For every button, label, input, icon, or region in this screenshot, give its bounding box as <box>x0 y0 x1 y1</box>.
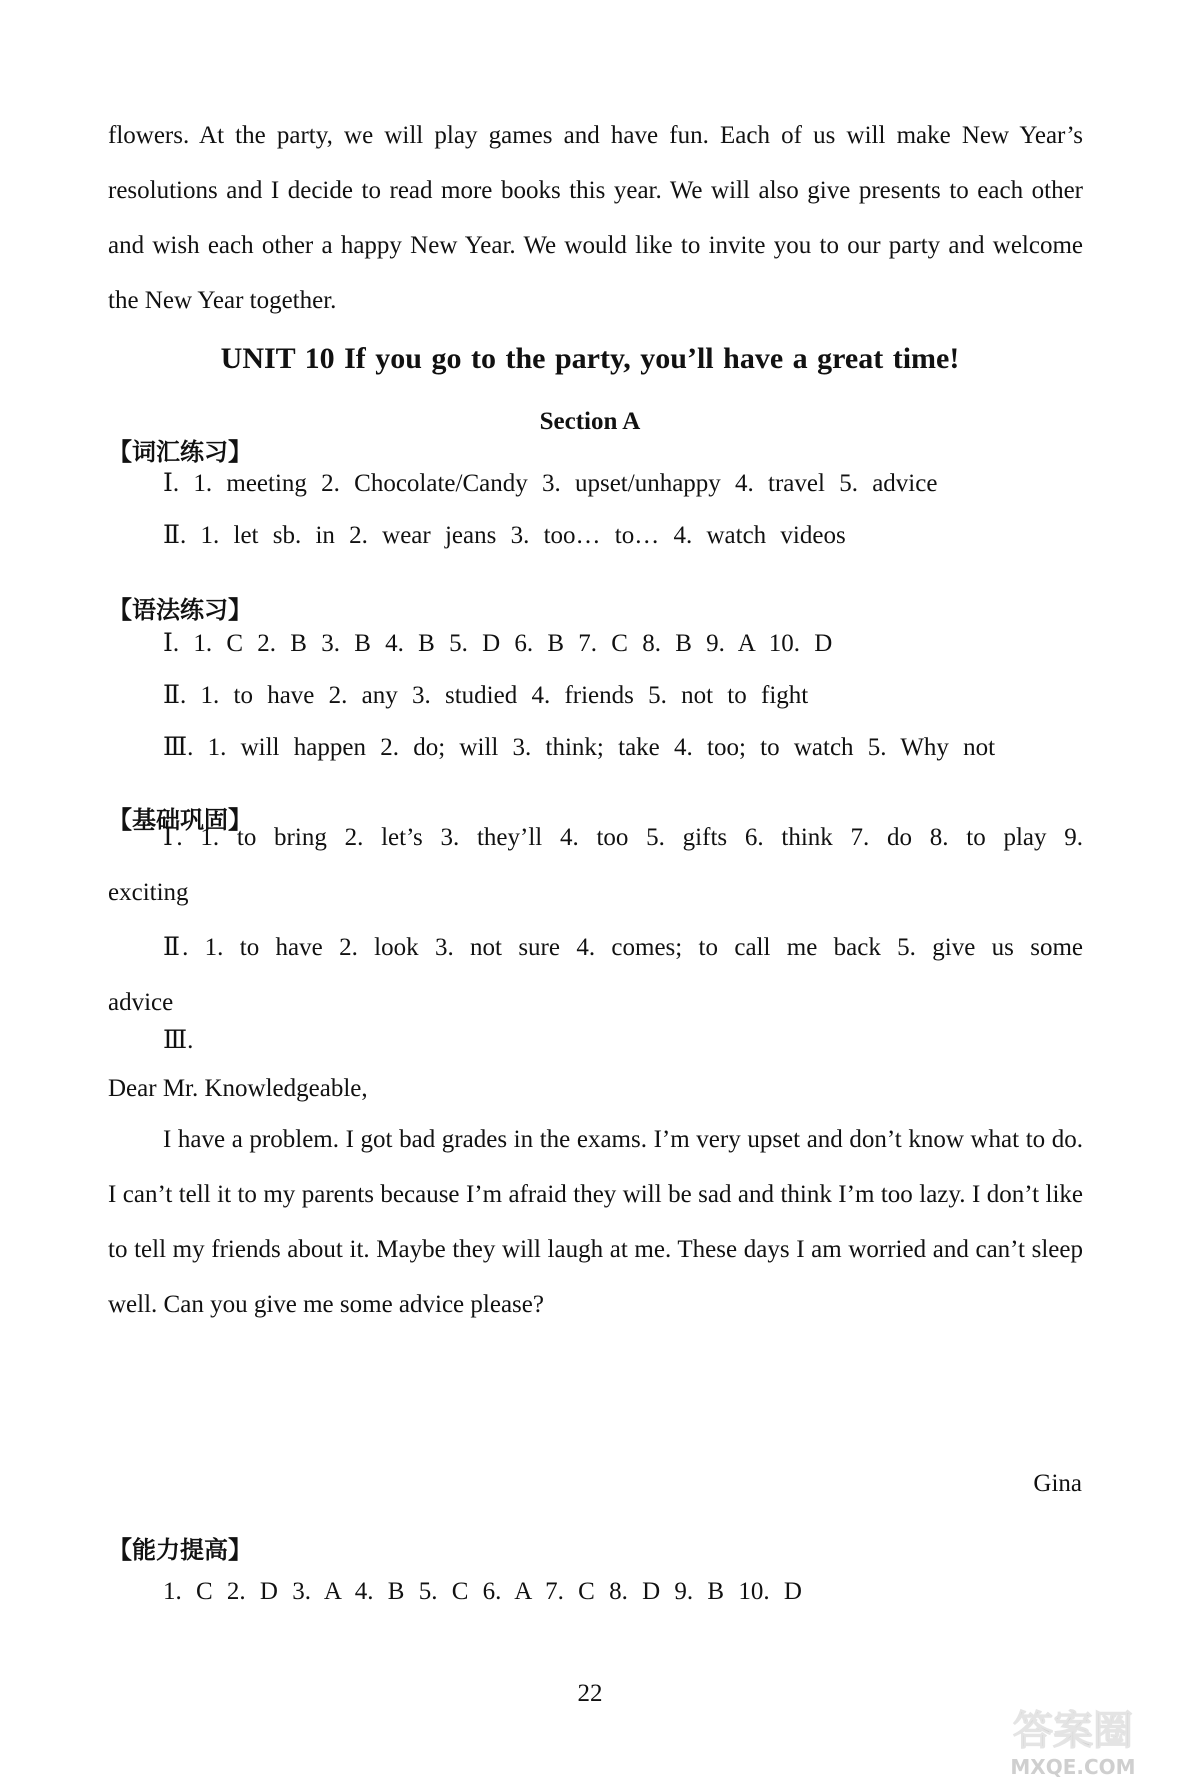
watermark-url: MXQE.COM <box>1010 1755 1136 1779</box>
grammar-line-1: Ⅰ. 1. C 2. B 3. B 4. B 5. D 6. B 7. C 8. B 9. A 10. D <box>163 630 833 657</box>
vocab-line-2: Ⅱ. 1. let sb. in 2. wear jeans 3. too… to… 4. watch videos <box>163 522 846 549</box>
grammar-line-3: Ⅲ. 1. will happen 2. do; will 3. think; take 4. too; to watch 5. Why not <box>163 734 996 761</box>
ability-line-1: 1. C 2. D 3. A 4. B 5. C 6. A 7. C 8. D 9. B 10. D <box>163 1578 802 1605</box>
unit-title: UNIT 10 If you go to the party, you’ll have a great time! <box>220 342 960 375</box>
grammar-heading: 【语法练习】 <box>108 596 252 624</box>
watermark-text: 答案圈 <box>1013 1708 1133 1754</box>
vocab-line-1: Ⅰ. 1. meeting 2. Chocolate/Candy 3. upset/unhappy 4. travel 5. advice <box>163 470 938 497</box>
watermark-logo <box>978 1700 1168 1780</box>
vocab-heading: 【词汇练习】 <box>108 438 252 466</box>
basics-item-3-label: Ⅲ. <box>163 1027 194 1054</box>
basics-heading: 【基础巩固】 <box>108 806 252 834</box>
grammar-line-2: Ⅱ. 1. to have 2. any 3. studied 4. friends 5. not to fight <box>163 682 809 709</box>
page-number: 22 <box>577 1680 603 1707</box>
letter-salutation: Dear Mr. Knowledgeable, <box>108 1075 368 1102</box>
intro-paragraph: flowers. At the party, we will play games and have fun. Each of us will make New Year’s resolutions and I decide to read more books this year. We will also give presents to each other and wish each other a happy New Year. We would like to invite you to our party and welcome the New Year together. <box>108 122 1083 314</box>
letter-body: I have a problem. I got bad grades in the exams. I’m very upset and don’t know what to do. I can’t tell it to my parents because I’m afraid they will be sad and think I’m too lazy. I don’t like to tell my friends about it. Maybe they will laugh at me. These days I am worried and can’t sleep well. Can you give me some advice please? <box>108 1126 1083 1318</box>
letter-signature: Gina <box>1033 1470 1082 1497</box>
basics-item-1: Ⅰ. 1. to bring 2. let’s 3. they’ll 4. too 5. gifts 6. think 7. do 8. to play 9. exciting <box>108 824 1083 906</box>
ability-heading: 【能力提高】 <box>108 1536 252 1564</box>
basics-item-2: Ⅱ. 1. to have 2. look 3. not sure 4. comes; to call me back 5. give us some advice <box>108 934 1083 1016</box>
section-title: Section A <box>539 408 641 435</box>
